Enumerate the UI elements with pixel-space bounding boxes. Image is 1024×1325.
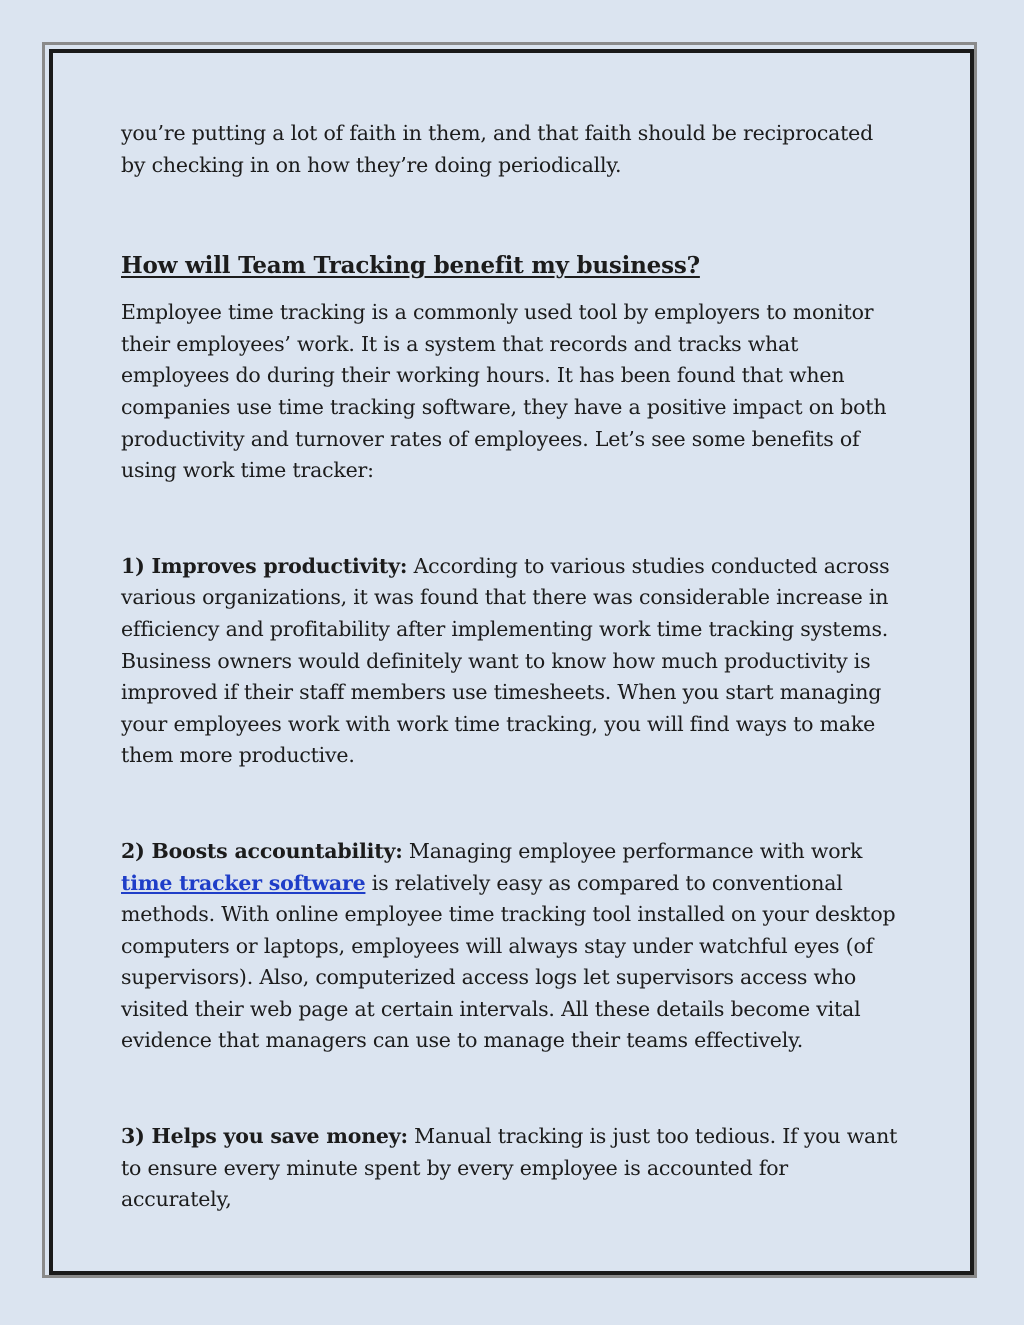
body-paragraph: Employee time tracking is a commonly used tool by employers to monitor their employees’ work. It is a system that records and tracks what employees do during their working hours. It has been found that when companies use time tracking software, they have a positive impact on both productivity and turnover rates of employees. Let’s see some benefits of using work time tracker: <box>121 300 887 483</box>
benefit-text: According to various studies conducted across various organizations, it was found that there was considerable increase in efficiency and profitability after implementing work time tracking systems. Business owners would definitely want to know how much productivity is improved if their staff members use timesheets. When you start managing your employees work with work time tracking, you will find ways to make them more productive. <box>121 553 890 768</box>
benefit-label: 2) Boosts accountability: <box>121 838 403 863</box>
document-body <box>121 118 901 1216</box>
intro-paragraph: you’re putting a lot of faith in them, and that faith should be reciprocated by checking in on how they’re doing periodically. <box>121 121 874 177</box>
benefit-label: 1) Improves productivity: <box>121 553 408 578</box>
benefit-item-save-money <box>121 1121 901 1216</box>
benefit-item-accountability <box>121 836 901 1057</box>
time-tracker-software-link[interactable]: time tracker software <box>121 870 366 895</box>
benefit-text: Managing employee performance with work <box>402 838 863 863</box>
section-heading: How will Team Tracking benefit my business? <box>121 252 700 280</box>
benefit-text: Manual tracking is just too tedious. If you want to ensure every minute spent by every employee is accounted for accurately, <box>121 1124 898 1212</box>
benefit-item-productivity <box>121 551 901 772</box>
benefit-label: 3) Helps you save money: <box>121 1124 408 1149</box>
benefit-text: is relatively easy as compared to conventional methods. With online employee time tracking tool installed on your desktop computers or laptops, employees will always stay under watchful eyes (of supervisors). Also, computerized access logs let supervisors access who visited their web page at certain intervals. All these details become vital evidence that managers can use to manage their teams effectively. <box>121 870 896 1053</box>
